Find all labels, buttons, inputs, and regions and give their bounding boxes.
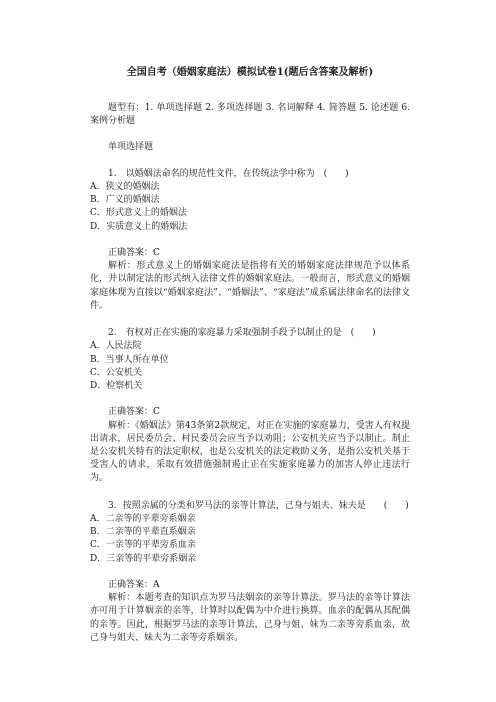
explanation: 解析：本题考查的知识点为罗马法姻亲的亲等计算法。罗马法的亲等计算法亦可用于计算姻亲的亲等，计算时以配偶为中介进行换算。血亲的配偶从其配偶的亲等。因此，根据罗马法的亲等计算法，己身与姐、妹为二亲等旁系血亲，故己身与姐夫、妹夫为二亲等旁系姻亲。 [90,593,410,643]
correct-answer: 正确答案：C [108,248,160,258]
section-title: 单项选择题 [108,142,154,153]
option-d: D．三亲等的平辈旁系姻亲 [90,553,197,564]
explanation: 解析：形式意义上的婚姻家庭法是指将有关的婚姻家庭法律规范予以体系化，并以制定法的形式纳入法律文件的婚姻家庭法。一般而言，形式意义的婚姻家庭体现为直接以“婚姻家庭法”、“婚姻法”、“家庭法”成系属法律命名的法律文件。 [90,261,410,311]
option-b: B．广义的婚姻法 [90,195,160,206]
option-c: C．形式意义上的婚姻法 [90,208,187,219]
explanation: 解析：《婚姻法》第43条第2款规定，对正在实施的家庭暴力，受害人有权提出请求，居民委员会、村民委员会应当予以劝阻；公安机关应当予以制止。制止是公安机关特有的法定职权，也是公安机关的法定救助义务，是指公安机关基于受害人的请求，采取有效措施强制遏止正在实施家庭暴力的加害人停止违法行为。 [90,420,410,484]
option-b: B．二亲等的平辈直系姻亲 [90,527,196,538]
question-stem: 3．按照亲属的分类和罗马法的亲等计算法，己身与姐夫、妹夫是 ( ) [108,500,409,511]
correct-answer: 正确答案：C [108,407,160,418]
question-stem: 2. 有权对正在实施的家庭暴力采取强制手段予以制止的是 ( ) [108,328,376,339]
document-title: 全国自考（婚姻家庭法）模拟试卷1(题后含答案及解析) [126,67,374,78]
question-2 [90,327,410,486]
question-types: 题型有：1. 单项选择题 2. 多项选择题 3. 名词解释 4. 简答题 5. 论述题 6. 案例分析题 [90,103,410,127]
option-c: C．一亲等的平辈旁系血亲 [90,540,196,551]
option-a: A．狭义的婚姻法 [90,181,160,192]
correct-answer: 正确答案：A [108,580,160,591]
option-b: B．当事人所在单位 [90,354,169,365]
option-c: C．公安机关 [90,367,142,378]
question-stem: 1. 以婚姻法命名的规范性文件，在传统法学中称为 ( ) [108,168,349,179]
question-1 [90,168,410,313]
option-a: A．人民法院 [90,341,142,352]
question-3 [90,500,410,645]
option-d: D．实质意义上的婚姻法 [90,221,188,232]
option-a: A．二亲等的平辈旁系姻亲 [90,513,196,524]
option-d: D．检察机关 [90,381,143,392]
